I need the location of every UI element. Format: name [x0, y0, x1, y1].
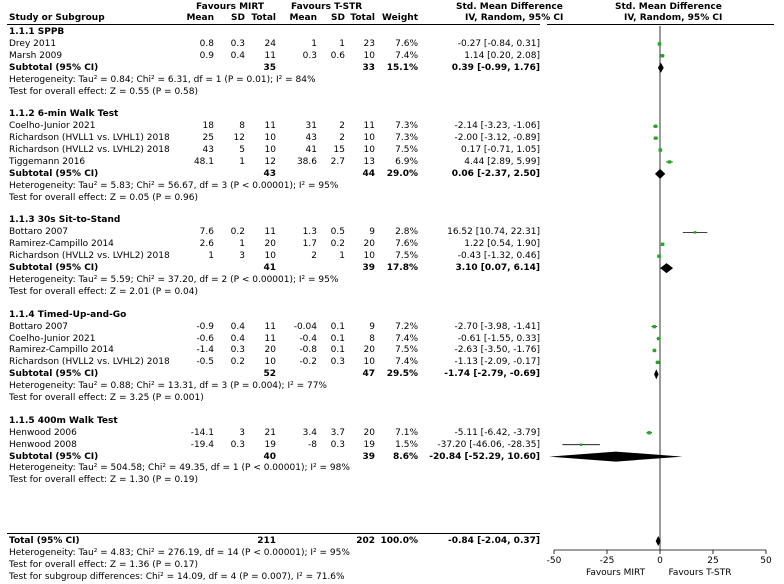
study-sd1: 1 [239, 239, 245, 250]
study-total2: 13 [363, 156, 375, 167]
study-weight: 7.5% [395, 251, 418, 262]
subtotal-total2: 39 [362, 451, 375, 462]
study-weight: 7.5% [395, 345, 418, 356]
study-point-estimate [661, 243, 664, 246]
header-total2: Total [350, 13, 375, 23]
study-sd2: 0.2 [330, 239, 345, 250]
header-sd1: SD [231, 13, 245, 23]
study-total2: 8 [369, 333, 375, 344]
subtotal-diamond [655, 169, 665, 179]
study-mean2: 43 [305, 133, 317, 144]
study-sd2: 1 [339, 38, 345, 49]
study-weight: 7.1% [395, 427, 418, 438]
heterogeneity-text: Heterogeneity: Tau² = 5.59; Chi² = 37.20, df = 2 (P < 0.00001); I² = 95% [9, 274, 339, 285]
study-weight: 7.5% [395, 145, 418, 156]
study-point-estimate [659, 148, 662, 151]
study-ci: -1.13 [-2.09, -0.17] [454, 357, 540, 368]
study-mean2: -0.04 [293, 321, 317, 332]
study-total2: 10 [363, 133, 375, 144]
study-mean1: 0.8 [199, 38, 214, 49]
study-mean2: 1.3 [302, 227, 317, 238]
study-ci: -2.63 [-3.50, -1.76] [454, 345, 540, 356]
overall-effect-test: Test for overall effect: Z = 3.25 (P = 0.001) [9, 393, 204, 404]
heterogeneity-text: Heterogeneity: Tau² = 0.88; Chi² = 13.31, df = 3 (P = 0.004); I² = 77% [9, 381, 327, 392]
subtotal-label: Subtotal (95% CI) [9, 451, 99, 462]
study-total1: 11 [264, 321, 276, 332]
study-ci: -2.00 [-3.12, -0.89] [454, 133, 540, 144]
study-point-estimate [653, 325, 656, 328]
study-point-estimate [694, 231, 697, 234]
study-ci: -0.61 [-1.55, 0.33] [457, 333, 540, 344]
subtotal-total1: 35 [263, 62, 276, 73]
header-group-tstr: Favours T-STR [291, 2, 363, 12]
study-sd2: 3.7 [330, 427, 345, 438]
subtotal-weight: 29.0% [386, 168, 418, 179]
study-weight: 7.6% [395, 38, 418, 49]
study-sd2: 0.3 [330, 357, 345, 368]
subtotal-total1: 41 [263, 263, 276, 274]
study-sd1: 0.2 [230, 227, 245, 238]
study-mean2: 38.6 [296, 156, 317, 167]
study-mean2: -0.8 [299, 345, 317, 356]
header-study: Study or Subgroup [9, 13, 105, 23]
study-total1: 21 [264, 427, 276, 438]
study-weight: 2.8% [395, 227, 418, 238]
study-total1: 24 [264, 38, 276, 49]
subtotal-total2: 39 [362, 263, 375, 274]
study-point-estimate [580, 443, 583, 446]
subtotal-ci: -20.84 [-52.29, 10.60] [429, 451, 540, 462]
study-sd2: 2.7 [330, 156, 345, 167]
study-sd2: 15 [333, 145, 345, 156]
study-weight: 7.3% [395, 133, 418, 144]
x-tick-label: 0 [657, 556, 663, 566]
study-sd1: 3 [239, 251, 245, 262]
overall-effect-test: Test for overall effect: Z = 1.30 (P = 0.19) [9, 475, 198, 486]
header-effect-sub: IV, Random, 95% CI [465, 13, 564, 23]
subgroup-title: 1.1.3 30s Sit-to-Stand [9, 215, 121, 226]
study-point-estimate [657, 337, 660, 340]
heterogeneity-text: Heterogeneity: Tau² = 5.83; Chi² = 56.67, df = 3 (P < 0.00001); I² = 95% [9, 180, 339, 191]
study-total2: 19 [363, 439, 375, 450]
study-total1: 11 [264, 50, 276, 61]
study-weight: 7.4% [395, 357, 418, 368]
study-total1: 11 [264, 227, 276, 238]
total-ci: -0.84 [-2.04, 0.37] [448, 536, 540, 546]
study-sd1: 0.4 [230, 333, 245, 344]
study-mean1: -0.9 [196, 321, 214, 332]
study-mean2: 3.4 [302, 427, 317, 438]
study-weight: 7.4% [395, 50, 418, 61]
study-name: Henwood 2008 [9, 439, 77, 450]
study-name: Coelho-Junior 2021 [9, 121, 96, 132]
total-heterogeneity: Heterogeneity: Tau² = 4.83; Chi² = 276.19, df = 14 (P < 0.00001); I² = 95% [9, 548, 350, 558]
study-sd2: 0.5 [330, 227, 345, 238]
study-total2: 20 [363, 427, 375, 438]
subtotal-diamond [654, 369, 658, 379]
study-sd2: 0.6 [330, 50, 345, 61]
study-ci: 1.22 [0.54, 1.90] [464, 239, 540, 250]
subtotal-ci: 0.39 [-0.99, 1.76] [451, 62, 540, 73]
study-mean1: -0.6 [196, 333, 214, 344]
study-total2: 9 [369, 321, 375, 332]
study-name: Ramirez-Campillo 2014 [9, 345, 114, 356]
study-sd2: 2 [339, 133, 345, 144]
subtotal-ci: -1.74 [-2.79, -0.69] [444, 369, 540, 380]
study-mean1: 7.6 [199, 227, 214, 238]
header-mean2: Mean [289, 13, 317, 23]
study-sd2: 0.3 [330, 439, 345, 450]
study-mean1: 43 [202, 145, 214, 156]
study-name: Richardson (HVLL2 vs. LVHL2) 2018 [9, 145, 170, 156]
study-weight: 1.5% [395, 439, 418, 450]
study-sd1: 0.3 [230, 345, 245, 356]
study-name: Coelho-Junior 2021 [9, 333, 96, 344]
study-total2: 9 [369, 227, 375, 238]
study-name: Richardson (HVLL2 vs. LVHL2) 2018 [9, 357, 170, 368]
plot-subtitle: IV, Random, 95% CI [624, 13, 723, 23]
study-mean1: 18 [202, 121, 214, 132]
study-weight: 6.9% [395, 156, 418, 167]
subgroup-title: 1.1.4 Timed-Up-and-Go [9, 309, 127, 320]
study-ci: -0.27 [-0.84, 0.31] [457, 38, 540, 49]
study-point-estimate [654, 136, 657, 139]
study-total1: 20 [264, 239, 276, 250]
total-total1: 211 [257, 536, 276, 546]
study-sd2: 0.1 [330, 321, 345, 332]
x-tick-label: 25 [707, 556, 719, 566]
study-total2: 10 [363, 145, 375, 156]
study-total1: 20 [264, 345, 276, 356]
study-name: Drey 2011 [9, 38, 57, 49]
subtotal-weight: 15.1% [386, 62, 418, 73]
study-ci: -2.14 [-3.23, -1.06] [454, 121, 540, 132]
study-total1: 11 [264, 333, 276, 344]
x-label-favours-mirt: Favours MIRT [585, 568, 646, 578]
study-total1: 19 [264, 439, 276, 450]
study-mean1: 0.9 [199, 50, 214, 61]
subtotal-total1: 52 [263, 369, 276, 380]
subtotal-label: Subtotal (95% CI) [9, 62, 99, 73]
study-name: Tiggemann 2016 [9, 156, 86, 167]
study-total2: 11 [363, 121, 375, 132]
header-mean1: Mean [186, 13, 214, 23]
study-sd1: 0.3 [230, 439, 245, 450]
subgroup-title: 1.1.1 SPPB [9, 27, 65, 37]
study-ci: 4.44 [2.89, 5.99] [464, 156, 540, 167]
subtotal-label: Subtotal (95% CI) [9, 168, 99, 179]
study-total1: 11 [264, 121, 276, 132]
study-sd1: 5 [239, 145, 245, 156]
study-name: Ramirez-Campillo 2014 [9, 239, 114, 250]
heterogeneity-text: Heterogeneity: Tau² = 504.58; Chi² = 49.35, df = 1 (P < 0.00001); I² = 98% [9, 463, 350, 474]
study-sd1: 3 [239, 427, 245, 438]
study-mean1: -14.1 [190, 427, 214, 438]
header-total1: Total [251, 13, 276, 23]
study-sd2: 0.1 [330, 345, 345, 356]
study-sd2: 1 [339, 251, 345, 262]
study-ci: -37.20 [-46.06, -28.35] [437, 439, 540, 450]
study-mean1: 1 [208, 251, 214, 262]
overall-effect-test: Test for overall effect: Z = 2.01 (P = 0.04) [9, 286, 198, 297]
study-point-estimate [658, 42, 661, 45]
study-sd1: 8 [239, 121, 245, 132]
study-point-estimate [657, 254, 660, 257]
study-mean2: 1.7 [302, 239, 317, 250]
subtotal-total2: 44 [362, 168, 375, 179]
study-point-estimate [654, 125, 657, 128]
study-total1: 10 [264, 357, 276, 368]
study-name: Henwood 2006 [9, 427, 77, 438]
study-ci: -5.11 [-6.42, -3.79] [454, 427, 540, 438]
header-group-mirt: Favours MIRT [196, 2, 265, 12]
subtotal-diamond [658, 63, 664, 73]
study-point-estimate [668, 160, 671, 163]
study-mean2: 31 [305, 121, 317, 132]
subgroup-differences-test: Test for subgroup differences: Chi² = 14.09, df = 4 (P = 0.007), I² = 71.6% [9, 572, 345, 582]
study-name: Richardson (HVLL1 vs. LVHL1) 2018 [9, 133, 170, 144]
study-sd1: 0.4 [230, 50, 245, 61]
study-weight: 7.4% [395, 333, 418, 344]
study-total1: 12 [264, 156, 276, 167]
overall-effect-test: Test for overall effect: Z = 0.55 (P = 0.58) [9, 86, 198, 97]
study-mean2: 0.3 [302, 50, 317, 61]
subtotal-diamond [660, 263, 673, 273]
study-ci: -0.43 [-1.32, 0.46] [457, 251, 540, 262]
overall-effect-test: Test for overall effect: Z = 0.05 (P = 0.96) [9, 192, 198, 203]
study-point-estimate [656, 361, 659, 364]
subtotal-ci: 3.10 [0.07, 6.14] [455, 263, 540, 274]
subtotal-label: Subtotal (95% CI) [9, 369, 99, 380]
study-mean1: -19.4 [190, 439, 214, 450]
study-ci: 0.17 [-0.71, 1.05] [461, 145, 540, 156]
subtotal-weight: 8.6% [393, 451, 418, 462]
header-sd2: SD [331, 13, 345, 23]
study-ci: 16.52 [10.74, 22.31] [447, 227, 540, 238]
study-mean2: -0.2 [299, 357, 317, 368]
study-ci: 1.14 [0.20, 2.08] [464, 50, 540, 61]
subgroup-title: 1.1.5 400m Walk Test [9, 415, 118, 426]
study-name: Bottaro 2007 [9, 227, 69, 238]
total-weight: 100.0% [380, 536, 418, 546]
subgroup-title: 1.1.2 6-min Walk Test [9, 109, 119, 120]
study-name: Bottaro 2007 [9, 321, 69, 332]
subtotal-label: Subtotal (95% CI) [9, 263, 99, 274]
study-mean2: -8 [308, 439, 317, 450]
study-total2: 20 [363, 239, 375, 250]
study-sd1: 12 [233, 133, 245, 144]
study-point-estimate [648, 431, 651, 434]
subtotal-total1: 40 [263, 451, 276, 462]
subtotal-diamond [549, 452, 682, 462]
study-mean1: 2.6 [199, 239, 214, 250]
study-mean1: -1.4 [196, 345, 214, 356]
x-tick-label: -25 [599, 556, 615, 566]
study-total1: 10 [264, 145, 276, 156]
study-total2: 23 [363, 38, 375, 49]
study-sd1: 0.2 [230, 357, 245, 368]
x-tick-label: 50 [760, 556, 772, 566]
study-mean2: 41 [305, 145, 317, 156]
study-weight: 7.3% [395, 121, 418, 132]
study-total2: 10 [363, 50, 375, 61]
study-mean1: 48.1 [193, 156, 214, 167]
x-tick-label: -50 [546, 556, 562, 566]
study-total2: 20 [363, 345, 375, 356]
subtotal-total2: 47 [362, 369, 375, 380]
study-mean2: 2 [311, 251, 317, 262]
study-total1: 10 [264, 251, 276, 262]
header-weight: Weight [382, 13, 418, 23]
study-name: Marsh 2009 [9, 50, 63, 61]
study-mean1: 25 [202, 133, 214, 144]
total-total2: 202 [356, 536, 375, 546]
study-weight: 7.2% [395, 321, 418, 332]
study-total2: 10 [363, 357, 375, 368]
subtotal-ci: 0.06 [-2.37, 2.50] [451, 168, 540, 179]
subtotal-weight: 29.5% [386, 369, 418, 380]
heterogeneity-text: Heterogeneity: Tau² = 0.84; Chi² = 6.31, df = 1 (P = 0.01); I² = 84% [9, 74, 316, 85]
study-point-estimate [653, 349, 656, 352]
study-sd1: 0.4 [230, 321, 245, 332]
subtotal-total1: 43 [263, 168, 276, 179]
study-mean2: -0.4 [299, 333, 317, 344]
subtotal-weight: 17.8% [386, 263, 418, 274]
x-label-favours-tstr: Favours T-STR [668, 568, 732, 578]
study-sd1: 0.3 [230, 38, 245, 49]
total-label: Total (95% CI) [9, 536, 80, 546]
study-sd2: 0.1 [330, 333, 345, 344]
study-mean2: 1 [311, 38, 317, 49]
study-sd2: 2 [339, 121, 345, 132]
study-total2: 10 [363, 251, 375, 262]
study-mean1: -0.5 [196, 357, 214, 368]
study-point-estimate [661, 54, 664, 57]
header-effect: Std. Mean Difference [456, 2, 563, 12]
subtotal-total2: 33 [362, 62, 375, 73]
study-weight: 7.6% [395, 239, 418, 250]
study-sd1: 1 [239, 156, 245, 167]
study-name: Richardson (HVLL2 vs. LVHL2) 2018 [9, 251, 170, 262]
total-overall-effect: Test for overall effect: Z = 1.36 (P = 0.17) [9, 560, 198, 570]
study-ci: -2.70 [-3.98, -1.41] [454, 321, 540, 332]
study-total1: 10 [264, 133, 276, 144]
plot-title: Std. Mean Difference [615, 2, 722, 12]
